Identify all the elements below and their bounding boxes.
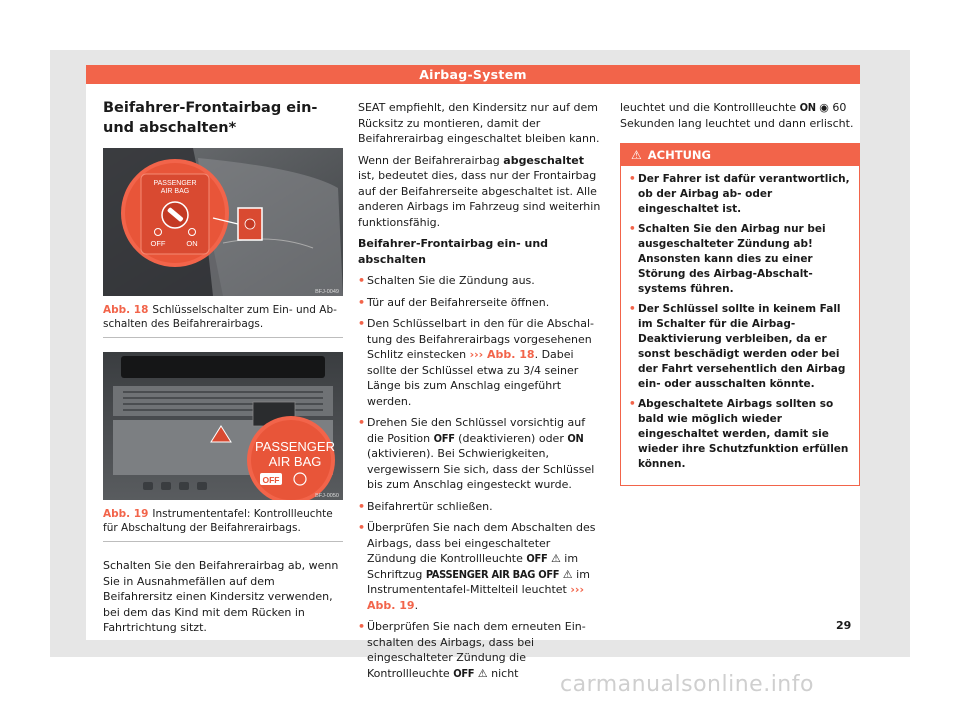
fig18-off-label: OFF — [150, 239, 166, 248]
p2-text-b: ist, bedeutet dies, dass nur der Frontairbag auf der Beifahrerseite abgeschaltet ist. Alle anderen Airbags im Fahrzeug sind weiterhin funktionsfähig. — [358, 169, 601, 229]
column-3 — [620, 100, 860, 486]
warning-box — [620, 143, 860, 486]
fig18-passenger-label: PASSENGER — [153, 180, 197, 187]
warning-body — [621, 166, 859, 485]
step-5: • Beifahrertür schließen. — [358, 499, 602, 515]
fig19-code: BFJ-0050 — [315, 493, 339, 499]
step-2: • Tür auf der Beifahrerseite öffnen. — [358, 295, 602, 311]
figure-18-caption-text: Schlüsselschalter zum Ein- und Abschalten des Beifahrerairbags. — [103, 304, 337, 330]
warning-item: • Der Fahrer ist dafür verantwortlich, ob der Airbag ab- oder eingeschaltet ist. — [629, 172, 851, 217]
fig19-off-label: OFF — [262, 475, 280, 485]
off-symbol: OFF — [526, 552, 548, 565]
off-symbol: OFF — [433, 431, 455, 445]
column-2 — [358, 100, 602, 687]
fig18-code: BFJ-0049 — [315, 289, 339, 295]
paragraph-2 — [358, 153, 602, 231]
figure-19-ref: Abb. 19 — [103, 508, 149, 520]
procedure-heading: Beifahrer-Frontairbag ein- und abschalten — [358, 237, 549, 266]
step-4-text-b: (deaktivieren) oder — [454, 431, 568, 445]
figure-19-caption-text: Instrumententafel: Kontrollleuchte für Abschaltung der Beifahrerairbags. — [103, 508, 333, 534]
step-6-figure-link[interactable]: ››› Abb. 19 — [367, 583, 584, 612]
figure-19-caption — [103, 508, 343, 542]
airbag-warning-icon: ⚠ — [550, 552, 561, 565]
p2-text-a: Wenn der Beifahrerairbag — [358, 153, 504, 167]
step-7-text-a: Überprüfen Sie nach dem erneuten Einschalten des Airbags, dass bei eingeschalteter Zündung die Kontrollleuchte — [367, 620, 586, 680]
fig18-airbag-label: AIR BAG — [160, 188, 190, 195]
step-3-text-a: Den Schlüsselbart in den für die Abschaltung des Beifahrerairbags vorgesehenen Schlitz einstecken — [367, 317, 595, 361]
continuation-paragraph — [620, 100, 860, 131]
figure-18-caption — [103, 304, 343, 338]
watermark: carmanualsonline.info — [560, 672, 814, 697]
step-1: • Schalten Sie die Zündung aus. — [358, 273, 602, 289]
airbag-warning-icon: ⚠ — [477, 666, 488, 680]
warning-item: • Abgeschaltete Airbags sollten so bald wie möglich wieder eingeschaltet werden, damit sie wieder ihre Schutzfunktion erfüllen können. — [629, 397, 851, 472]
warning-item: • Der Schlüssel sollte in keinem Fall im Schalter für die Airbag-Deaktivierung verbleiben, da er sonst beschädigt werden oder bei der Fahrt versehentlich den Airbag ein- oder ausschalten könnte. — [629, 302, 851, 392]
step-3-text-b: . Dabei sollte der Schlüssel etwa zu 3/4 seiner Länge bis zum Anschlag eingeführt werden. — [367, 348, 579, 408]
off-symbol: OFF — [453, 666, 475, 680]
paragraph-1: SEAT empfiehlt, den Kindersitz nur auf dem Rücksitz zu montieren, damit der Beifahrerairbag eingeschaltet bleiben kann. — [358, 101, 600, 145]
step-6-text-a: Überprüfen Sie nach dem Abschalten des Airbags, dass bei eingeschalteter Zündung die Kontrollleuchte — [367, 521, 596, 565]
warning-title: ACHTUNG — [647, 148, 711, 162]
figure-18-illustration — [103, 148, 343, 296]
cont-text-b: 60 Sekunden lang leuchtet und dann erlischt. — [620, 101, 854, 130]
warning-triangle-icon: ⚠ — [631, 148, 642, 162]
on-symbol: ON — [567, 431, 584, 445]
figure-19-image — [103, 352, 343, 500]
fig19-passenger-label: PASSENGER — [255, 439, 335, 454]
warning-header — [621, 144, 859, 166]
intro-paragraph: Schalten Sie den Beifahrerairbag ab, wenn Sie in Ausnahmefällen auf dem Beifahrersitz einen Kindersitz verwenden, bei dem das Kind mit dem Rücken in Fahrtrichtung sitzt. — [103, 559, 339, 634]
airbag-warning-icon: ⚠ — [562, 567, 573, 581]
step-3-figure-link[interactable]: ››› Abb. 18 — [469, 348, 535, 361]
fig18-on-label: ON — [186, 239, 198, 248]
figure-18-image — [103, 148, 343, 296]
on-symbol: ON — [799, 101, 816, 114]
step-4-text-c: (aktivieren). Bei Schwierigkeiten, vergewissern Sie sich, dass der Schlüssel bis zum Anschlag eingesteckt wurde. — [367, 447, 595, 491]
step-4-text-a: Drehen Sie den Schlüssel vorsichtig auf die Position — [367, 416, 586, 445]
page-number: 29 — [836, 619, 852, 632]
fig19-airbag-label: AIR BAG — [268, 454, 322, 469]
chapter-header: Airbag-System — [86, 65, 860, 84]
warning-item: • Schalten Sie den Airbag nur bei ausgeschalteter Zündung ab! Ansonsten kann dies zu einer Störung des Airbag-Abschaltsystems führen. — [629, 222, 851, 297]
step-6-text-b: im Schriftzug — [367, 552, 579, 581]
cont-text-a: leuchtet und die Kontrollleuchte — [620, 101, 800, 114]
step-4 — [358, 415, 602, 493]
step-6-text-d: . — [414, 598, 419, 612]
passenger-airbag-off-symbol: PASSENGER AIR BAG OFF — [425, 567, 560, 581]
section-title: Beifahrer-Frontairbag ein- und abschalten* — [103, 100, 318, 136]
figure-18-ref: Abb. 18 — [103, 304, 149, 316]
step-6 — [358, 520, 602, 613]
column-1 — [103, 98, 343, 642]
step-3 — [358, 316, 602, 409]
p2-bold: abgeschaltet — [503, 153, 584, 167]
airbag-indicator-icon: ◉ — [819, 101, 829, 114]
figure-19-illustration — [103, 352, 343, 500]
step-7-text-b: nicht — [487, 666, 519, 680]
step-6-text-c: im Instrumententafel-Mittelteil leuchtet — [367, 567, 590, 596]
